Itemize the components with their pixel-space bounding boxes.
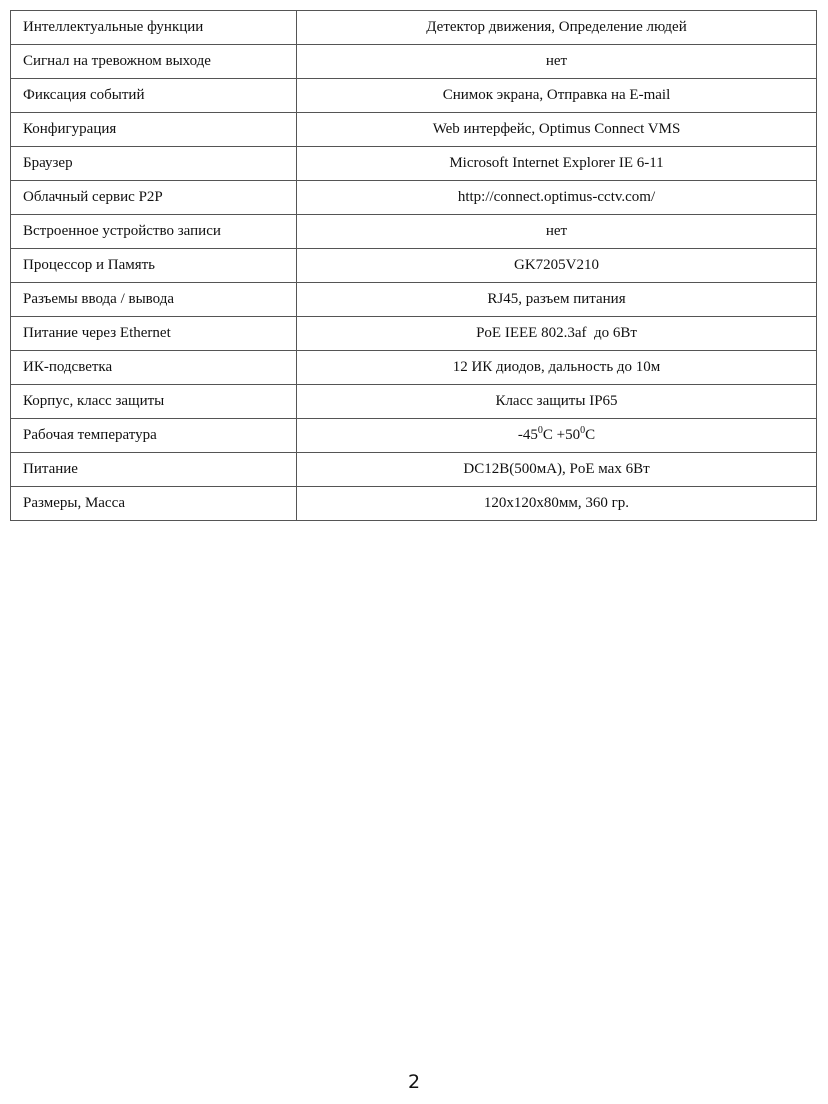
spec-value: RJ45, разъем питания bbox=[297, 283, 817, 317]
table-row bbox=[11, 351, 817, 385]
table-row bbox=[11, 283, 817, 317]
table-row bbox=[11, 385, 817, 419]
table-row bbox=[11, 147, 817, 181]
spec-value: http://connect.optimus-cctv.com/ bbox=[297, 181, 817, 215]
spec-label: ИК-подсветка bbox=[11, 351, 297, 385]
temp-max-unit: С bbox=[585, 427, 596, 443]
spec-label: Конфигурация bbox=[11, 113, 297, 147]
table-row bbox=[11, 419, 817, 453]
table-row bbox=[11, 11, 817, 45]
spec-value: GK7205V210 bbox=[297, 249, 817, 283]
spec-label: Рабочая температура bbox=[11, 419, 297, 453]
spec-label: Браузер bbox=[11, 147, 297, 181]
temp-min: -45 bbox=[517, 427, 538, 443]
spec-value: нет bbox=[297, 215, 817, 249]
spec-value: DC12В(500мА), PoE мах 6Вт bbox=[297, 453, 817, 487]
table-row bbox=[11, 45, 817, 79]
spec-value: 120x120x80мм, 360 гр. bbox=[297, 487, 817, 521]
table-row bbox=[11, 487, 817, 521]
spec-label: Корпус, класс защиты bbox=[11, 385, 297, 419]
spec-value: Класс защиты IP65 bbox=[297, 385, 817, 419]
table-row bbox=[11, 113, 817, 147]
spec-label: Питание через Ethernet bbox=[11, 317, 297, 351]
table-row bbox=[11, 317, 817, 351]
temp-max: +50 bbox=[556, 427, 581, 443]
table-row bbox=[11, 215, 817, 249]
spec-label: Разъемы ввода / вывода bbox=[11, 283, 297, 317]
spec-label: Интеллектуальные функции bbox=[11, 11, 297, 45]
spec-label: Сигнал на тревожном выходе bbox=[11, 45, 297, 79]
operating-temperature-value bbox=[297, 419, 817, 453]
spec-label: Питание bbox=[11, 453, 297, 487]
table-row bbox=[11, 453, 817, 487]
table-row bbox=[11, 79, 817, 113]
page-number: 2 bbox=[407, 1071, 421, 1093]
spec-value: Детектор движения, Определение людей bbox=[297, 11, 817, 45]
spec-label: Облачный сервис P2P bbox=[11, 181, 297, 215]
spec-value: Web интерфейс, Optimus Connect VMS bbox=[297, 113, 817, 147]
spec-label: Процессор и Память bbox=[11, 249, 297, 283]
spec-value: Снимок экрана, Отправка на E-mail bbox=[297, 79, 817, 113]
spec-label: Размеры, Масса bbox=[11, 487, 297, 521]
table-row bbox=[11, 181, 817, 215]
table-row bbox=[11, 249, 817, 283]
spec-label: Встроенное устройство записи bbox=[11, 215, 297, 249]
temp-min-unit: С bbox=[542, 427, 557, 443]
spec-value: нет bbox=[297, 45, 817, 79]
spec-value: 12 ИК диодов, дальность до 10м bbox=[297, 351, 817, 385]
spec-value: PoE IEEE 802.3af до 6Вт bbox=[297, 317, 817, 351]
temp-max-degree: 0 bbox=[580, 425, 586, 436]
spec-label: Фиксация событий bbox=[11, 79, 297, 113]
specifications-table bbox=[10, 10, 817, 521]
temp-min-degree: 0 bbox=[537, 425, 543, 436]
spec-value: Microsoft Internet Explorer IE 6-11 bbox=[297, 147, 817, 181]
